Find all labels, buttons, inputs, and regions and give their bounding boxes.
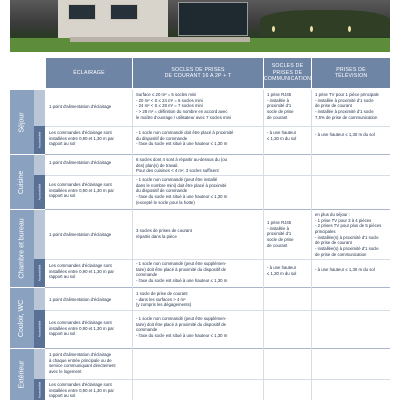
house-glazing xyxy=(178,2,248,36)
sub-band-accessibilite: Accessibilité xyxy=(34,310,45,348)
sub-band-accessibilite: Accessibilité xyxy=(34,175,45,209)
chambre-access-eclairage: Les commandes d'éclairage sont installées entre 0,90 et 1,30 m par rapport au sol xyxy=(49,263,114,280)
chambre-access-communication: - à une hauteur ≤ 1,30 m du sol xyxy=(267,265,297,276)
chambre-eclairage: 1 point d'alimentation d'éclairage xyxy=(49,232,112,237)
garden-lamp xyxy=(310,26,313,32)
sub-band-accessibilite: Accessibilité xyxy=(34,259,45,287)
house-window xyxy=(110,4,138,20)
cuisine-access-socles: - 1 socle non commandé (peut être installé dans le nombre mini) doit être placé à proximité du dispositif de commande - l'axe du socle est situé à une hauteur ≤ 1,30 m (excepté le socle pour la hotte) xyxy=(136,177,228,205)
header-television: PRISES DE TÉLÉVISION xyxy=(312,58,390,88)
chambre-access-socles: - 1 socle non commandé (peut être supplémen- taire) doit être placé à proximité du dispositif de commande - l'axe du socle est situé à une hauteur ≤ 1,30 m xyxy=(136,261,228,284)
room-label-chambre: Chambre et bureau xyxy=(10,210,34,287)
couloir-eclairage: 1 point d'alimentation d'éclairage xyxy=(49,297,112,302)
couloir-access-socles: - 1 socle non commandé (peut être supplémen- taire) doit être placé à proximité du dispositif de commande - l'axe du socle est situé à une hauteur ≤ 1,30 m xyxy=(136,316,228,339)
sub-band-main xyxy=(34,90,45,126)
garden-lamp xyxy=(348,26,351,32)
sejour-eclairage: 1 point d'alimentation d'éclairage xyxy=(49,104,112,109)
room-label-exterieur: Extérieur xyxy=(10,349,34,400)
couloir-socles: 1 socle de prise de courant - dans les surfaces > 4 m² (y compris les dégagements) xyxy=(136,291,192,308)
sub-band-main xyxy=(34,288,45,310)
room-divider xyxy=(45,348,390,349)
row-divider xyxy=(45,126,390,127)
header-communication: SOCLES DE PRISES DE COMMUNICATION xyxy=(264,58,311,88)
sub-band-main xyxy=(34,155,45,175)
sejour-socles: Surface ≤ 20 m² = 5 socles mini - 20 m² < S ≤ 24 m² = 6 socles mini - 24 m² < S ≤ 28 m² = 7 socles mini - > 28 m² = définition du nombre en accord avec le maître d'ouvrage / utilisateur avec 7 socles mini xyxy=(136,92,231,120)
chambre-access-television: - à une hauteur ≤ 1,30 m du sol xyxy=(315,267,375,272)
terrace-step xyxy=(70,37,250,42)
couloir-access-eclairage: Les commandes d'éclairage sont installées entre 0,90 et 1,30 m par rapport au sol xyxy=(49,320,114,337)
sejour-television: 1 prise TV pour 1 pièce principale - installée à proximité d'1 socle de prise de courant - installée à proximité d'1 socle 7,5% de prise de communication xyxy=(315,92,379,120)
sejour-access-communication: - à une hauteur ≤ 1,30 m du sol xyxy=(267,130,297,141)
header-socles: SOCLES DE PRISES DE COURANT 16 A 2P + T xyxy=(133,58,263,88)
cuisine-access-eclairage: Les commandes d'éclairage sont installées entre 0,90 et 1,30 m par rapport au sol xyxy=(49,182,114,199)
room-divider xyxy=(45,287,390,288)
sejour-communication: 1 prise RJ45 - installée à proximité d'1 socle de prise de courant xyxy=(267,92,294,120)
sub-band-main xyxy=(34,349,45,379)
sejour-access-socles: - 1 socle non commandé doit être placé à proximité du dispositif de commande - l'axe du socle est situé à une hauteur ≤ 1,30 m xyxy=(136,130,234,147)
sub-band-accessibilite: Accessibilité xyxy=(34,126,45,154)
room-label-couloir: Couloir, WC xyxy=(10,288,34,348)
sejour-access-eclairage: Les commandes d'éclairage sont installées entre 0,90 et 1,30 m par rapport au sol xyxy=(49,130,114,147)
house-photo xyxy=(10,0,390,52)
sub-band-main xyxy=(34,210,45,259)
room-label-cuisine: Cuisine xyxy=(10,155,34,209)
header-eclairage: ÉCLAIRAGE xyxy=(46,58,132,88)
exterieur-eclairage: 1 point d'alimentation d'éclairage à chaque entrée principale ou de service communiquant directement avec le logement xyxy=(49,352,116,375)
house-window xyxy=(68,4,96,20)
garden-lamp xyxy=(272,26,275,32)
exterieur-access-eclairage: Les commandes d'éclairage sont installées entre 0,90 et 1,30 m par rapport au sol xyxy=(49,382,114,399)
cuisine-eclairage: 1 point d'alimentation d'éclairage xyxy=(49,160,112,165)
cuisine-socles: 6 socles dont 4 sont à répartir au-dessus du (ou des) plan(s) de travail. Pour des cuisines < 4 m², 3 socles suffisent xyxy=(136,157,228,174)
chambre-socles: 3 socles de prises de courant répartis dans la pièce xyxy=(136,228,192,239)
room-label-sejour: Séjour xyxy=(10,90,34,154)
header-corner xyxy=(10,58,45,88)
trees xyxy=(260,10,390,36)
chambre-television: en plus du séjour : - 1 prise TV pour 3 à 4 pièces - 2 prises TV pour plus de 5 pièces principales - installée(s) à proximité d'1 socle de prise de courant - installée(s) à proximité d'1 socle de prise de communication xyxy=(315,212,382,257)
sejour-access-television: - à une hauteur ≤ 1,30 m du sol xyxy=(315,132,375,137)
sub-band-accessibilite: Accessibilité xyxy=(34,379,45,400)
row-divider xyxy=(45,310,390,311)
chambre-communication: 1 prise RJ45 - installée à proximité d'1 socle de prise de courant xyxy=(267,220,294,248)
